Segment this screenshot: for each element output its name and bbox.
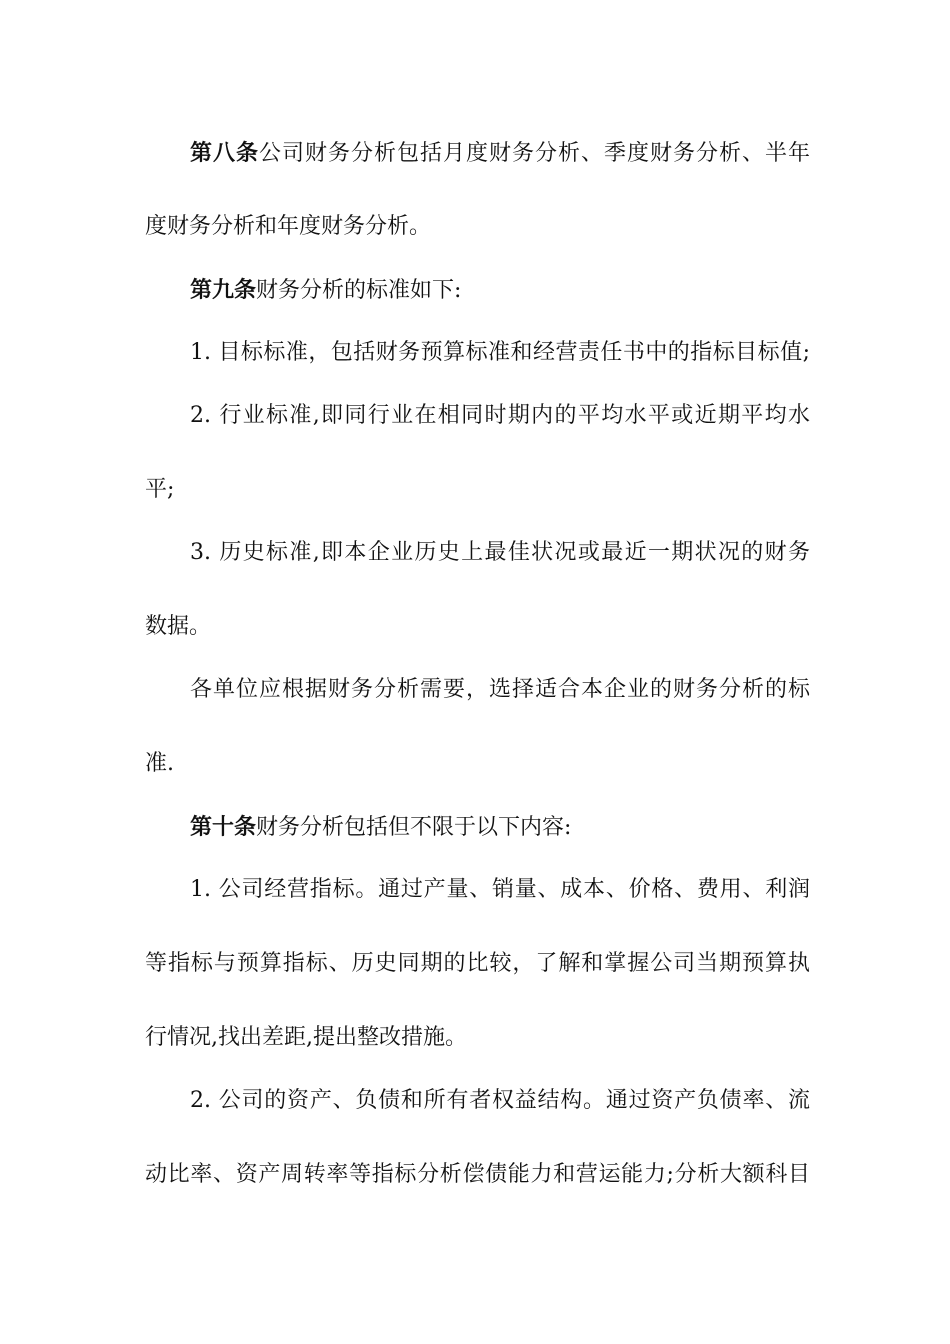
paragraph-standard-line-2 [145,749,810,779]
text-run: 行情况,找出差距,提出整改措施。 [145,1025,467,1050]
content-item-1-line-1 [190,875,810,905]
text-run: 财务分析的标准如下: [256,278,462,303]
text-run: 财务分析包括但不限于以下内容: [256,815,572,840]
text-run: 1. 公司经营指标。通过产量、销量、成本、价格、费用、利润 [190,877,810,902]
text-run: 数据。 [145,614,212,639]
paragraph-article-9 [190,275,810,306]
text-run: 度财务分析和年度财务分析。 [145,214,432,239]
article-heading: 第十条 [190,814,257,840]
content-item-1-line-3 [145,1023,810,1053]
list-item-2-line-1 [190,401,810,431]
paragraph-article-8-line-1 [190,138,810,169]
paragraph-article-8-line-2 [145,212,810,242]
text-run: 动比率、资产周转率等指标分析偿债能力和营运能力;分析大额科目 [145,1162,810,1187]
text-run: 3. 历史标准,即本企业历史上最佳状况或最近一期状况的财务 [190,540,810,565]
list-item-1 [190,338,810,368]
text-run: 准. [145,751,174,776]
paragraph-standard-line-1 [190,675,810,705]
text-run: 1. 目标标准，包括财务预算标准和经营责任书中的指标目标值; [190,340,810,365]
content-item-1-line-2 [145,949,810,979]
text-run: 等指标与预算指标、历史同期的比较，了解和掌握公司当期预算执 [145,951,810,976]
text-run: 2. 公司的资产、负债和所有者权益结构。通过资产负债率、流 [190,1088,810,1113]
text-run: 2. 行业标准,即同行业在相同时期内的平均水平或近期平均水 [190,403,810,428]
text-run: 公司财务分析包括月度财务分析、季度财务分析、半年 [259,141,810,166]
text-run: 各单位应根据财务分析需要，选择适合本企业的财务分析的标 [190,677,810,702]
article-heading: 第九条 [190,277,257,303]
article-heading: 第八条 [190,140,259,166]
list-item-3-line-2 [145,612,810,642]
content-item-2-line-1 [190,1086,810,1116]
text-run: 平; [145,477,175,502]
paragraph-article-10 [190,812,810,843]
list-item-3-line-1 [190,538,810,568]
content-item-2-line-2 [145,1160,810,1190]
list-item-2-line-2 [145,475,810,505]
